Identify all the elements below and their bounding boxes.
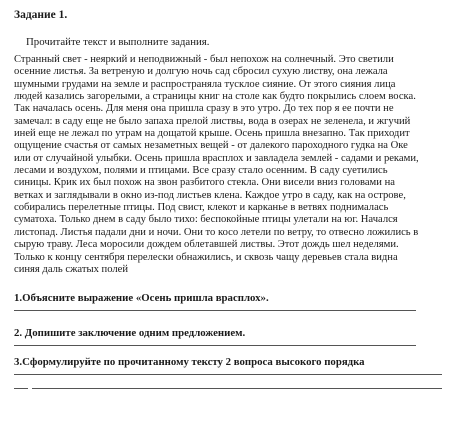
passage-line: сырую траву. Леса моросили дождем облетавшей листвы. Этот дождь шел неделями. xyxy=(14,239,399,251)
reading-passage xyxy=(14,54,444,276)
passage-line: суматоха. Только днем в саду было тихо: беспокойные птицы улетали на юг. Начался xyxy=(14,214,398,226)
task-instruction: Прочитайте текст и выполните задания. xyxy=(26,36,210,48)
passage-line: осенние листья. За ветреную и долгую ночь сад сбросил сухую листву, она лежала xyxy=(14,66,388,78)
answer-line-3[interactable] xyxy=(14,369,442,375)
task-title: Задание 1. xyxy=(14,9,68,21)
question-3: 3.Сформулируйте по прочитанному тексту 2 вопроса высокого порядка xyxy=(14,356,365,369)
passage-line: синяя даль сжатых полей xyxy=(14,263,129,275)
passage-line: или от случайной улыбки. Осень пришла врасплох и завладела землей - садами и реками, xyxy=(14,152,419,164)
answer-line-2[interactable] xyxy=(14,340,416,346)
passage-line: замечал: в саду еще не было запаха прелой листвы, вода в озерах не зеленела, и жгучий xyxy=(14,115,411,127)
passage-line: шумными грудами на земле и распространяла тусклое сияние. От этого сияния лица xyxy=(14,78,396,90)
passage-line: листопад. Листья падали дни и ночи. Они то косо летели по ветру, то отвесно ложились в xyxy=(14,226,419,238)
answer-line-1[interactable] xyxy=(14,305,416,311)
passage-line: Странный свет - неяркий и неподвижный - был непохож на солнечный. Это светили xyxy=(14,54,394,65)
passage-line: собирались перелетные птицы. Под свист, клекот и карканье в ветвях поднималась xyxy=(14,202,389,214)
passage-line: синицы. Крик их был похож на звон разбитого стекла. Они висели вниз головами на xyxy=(14,177,395,189)
passage-line: Так началась осень. Для меня она пришла сразу в это утро. До тех пор я ее почти не xyxy=(14,103,394,115)
answer-line-row xyxy=(14,383,444,389)
passage-line: лесами и воздухом, полями и птицами. Все сразу стало осенним. В саду суетились xyxy=(14,165,388,177)
passage-line: иней еще не лежал по утрам на дощатой крыше. Осень пришла внезапно. Так приходит xyxy=(14,128,410,140)
passage-line: ощущение счастья от самых незаметных вещей - от далекого пароходного гудка на Оке xyxy=(14,140,408,152)
question-1: 1.Объясните выражение «Осень пришла врасплох». xyxy=(14,292,269,305)
question-2: 2. Допишите заключение одним предложением. xyxy=(14,327,246,340)
passage-line: Только к концу сентября перелески обнажились, и сквозь чащу деревьев стала видна xyxy=(14,251,398,263)
passage-line: ветках и заглядывали в окно из-под листьев клена. Каждое утро в саду, как на острове, xyxy=(14,189,406,201)
passage-line: людей казались загорелыми, а страницы книг на столе как будто покрылись слоем воска. xyxy=(14,91,416,103)
answer-line-4b[interactable] xyxy=(32,383,442,389)
answer-line-4a[interactable] xyxy=(14,383,28,389)
